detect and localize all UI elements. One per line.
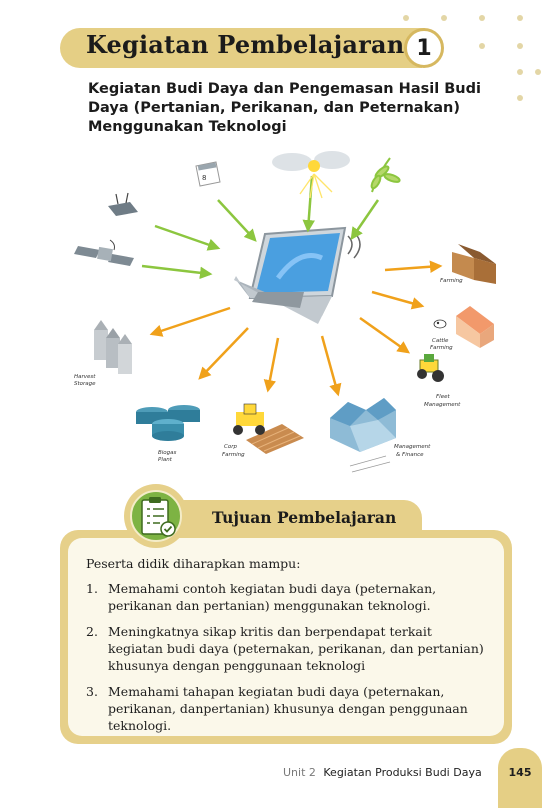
- biogas-tanks-icon: [136, 405, 200, 463]
- weather-icon: [272, 151, 350, 198]
- label-mgmt-2: & Finance: [396, 452, 424, 458]
- list-item: [86, 683, 486, 734]
- label-biogas-1: Biogas: [158, 450, 177, 456]
- router-icon: [108, 193, 138, 216]
- goal-list: [86, 580, 486, 743]
- arrow-cattle: [372, 292, 422, 306]
- page-number: 145: [508, 766, 532, 779]
- list-number: 3.: [86, 684, 98, 699]
- label-cattle-1: Cattle: [432, 338, 449, 344]
- harvester-icon: [222, 404, 304, 458]
- label-mgmt-1: Management: [394, 444, 431, 450]
- tractor-icon: [417, 354, 461, 408]
- footer-unit: Unit 2: [283, 766, 316, 779]
- arrow-calendar: [218, 200, 255, 240]
- arrow-satellite: [142, 266, 210, 274]
- barn-icon: [440, 244, 496, 284]
- arrow-fleet: [360, 318, 408, 352]
- silo-icon: [74, 320, 132, 387]
- smart-farming-illustration: [60, 148, 500, 478]
- label-corp-2: Farming: [222, 452, 245, 458]
- arrow-router: [155, 226, 218, 248]
- arrow-farming: [385, 266, 440, 270]
- arrow-weather: [308, 176, 312, 230]
- laptop-icon: [234, 228, 360, 324]
- page-footer: [283, 766, 482, 779]
- tujuan-intro: Peserta didik diharapkan mampu:: [86, 556, 301, 571]
- list-item: [86, 623, 486, 674]
- clipboard-check-icon: [136, 494, 178, 540]
- plant-icon: [370, 158, 401, 192]
- page-title: Kegiatan Pembelajaran: [86, 30, 405, 59]
- tujuan-title: Tujuan Pembelajaran: [212, 508, 397, 527]
- building-icon: [330, 398, 431, 472]
- label-fleet-1: Fleet: [436, 394, 450, 400]
- list-number: 1.: [86, 581, 98, 596]
- list-item: [86, 580, 486, 614]
- svg-text:8: 8: [202, 174, 207, 182]
- arrow-harvest: [152, 308, 230, 334]
- arrow-corp: [268, 338, 278, 390]
- label-fleet-2: Management: [424, 402, 461, 408]
- arrow-management: [322, 336, 338, 394]
- cattle-farm-icon: [430, 306, 494, 351]
- footer-chapter: Kegiatan Produksi Budi Daya: [323, 766, 482, 779]
- lesson-number-badge: 1: [404, 28, 444, 68]
- label-corp-1: Corp: [224, 444, 237, 450]
- list-text: Meningkatnya sikap kritis dan berpendapat terkait kegiatan budi daya (peternakan, perikanan, dan pertanian) khusunya dengan penggunaan teknologi: [108, 624, 484, 673]
- label-biogas-2: Plant: [158, 457, 172, 463]
- list-number: 2.: [86, 624, 98, 639]
- arrow-plant: [352, 200, 378, 238]
- section-subtitle: Kegiatan Budi Daya dan Pengemasan Hasil Budi Daya (Pertanian, Perikanan, dan Peternakan) Menggunakan Teknologi: [88, 81, 481, 135]
- list-text: Memahami contoh kegiatan budi daya (peternakan, perikanan dan pertanian) menggunakan teknologi.: [108, 581, 437, 613]
- calendar-icon: [196, 162, 220, 186]
- label-farming: Farming: [440, 278, 463, 284]
- list-text: Memahami tahapan kegiatan budi daya (peternakan, perikanan, danpertanian) khusunya dengan penggunaan teknologi.: [108, 684, 468, 733]
- arrow-biogas: [200, 328, 248, 378]
- label-cattle-2: Farming: [430, 345, 453, 351]
- satellite-icon: [74, 240, 134, 266]
- label-harvest-1: Harvest: [74, 374, 96, 380]
- label-harvest-2: Storage: [74, 381, 96, 387]
